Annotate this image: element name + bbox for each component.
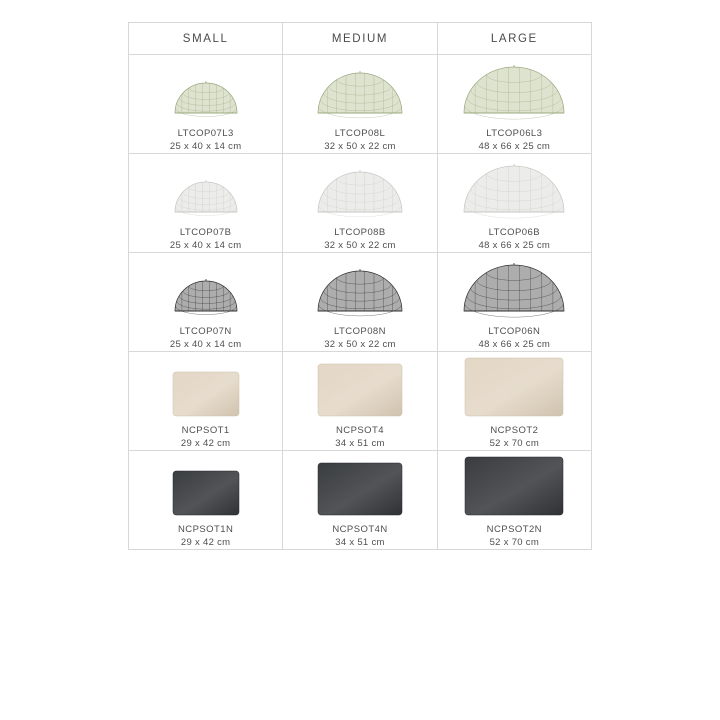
product-image bbox=[283, 154, 436, 220]
product-cell[interactable] bbox=[129, 451, 283, 550]
product-dimensions: 25 x 40 x 14 cm bbox=[169, 141, 242, 152]
product-code: NCPSOT1 bbox=[181, 425, 230, 436]
product-code: LTCOP08B bbox=[334, 227, 386, 238]
product-code: LTCOP08N bbox=[333, 326, 386, 337]
product-image bbox=[129, 55, 282, 121]
product-dimensions: 34 x 51 cm bbox=[335, 438, 385, 449]
product-image bbox=[129, 154, 282, 220]
product-code: LTCOP07L3 bbox=[177, 128, 234, 139]
product-image bbox=[438, 154, 591, 220]
product-code: NCPSOT4N bbox=[332, 524, 388, 535]
product-code: LTCOP07N bbox=[179, 326, 232, 337]
product-cell[interactable] bbox=[437, 253, 591, 352]
table-row bbox=[129, 451, 592, 550]
product-code: LTCOP08L bbox=[334, 128, 386, 139]
table-row bbox=[129, 352, 592, 451]
product-cell[interactable] bbox=[129, 154, 283, 253]
product-cell[interactable] bbox=[283, 55, 437, 154]
table-row bbox=[129, 253, 592, 352]
product-image bbox=[438, 55, 591, 121]
product-dimensions: 25 x 40 x 14 cm bbox=[169, 339, 242, 350]
product-cell[interactable] bbox=[283, 451, 437, 550]
product-image bbox=[283, 253, 436, 319]
product-code: LTCOP06B bbox=[488, 227, 541, 238]
product-cell[interactable] bbox=[129, 352, 283, 451]
product-image bbox=[438, 352, 591, 418]
product-cell[interactable] bbox=[437, 55, 591, 154]
product-dimensions: 48 x 66 x 25 cm bbox=[478, 339, 551, 350]
product-cell[interactable] bbox=[437, 154, 591, 253]
product-image bbox=[129, 451, 282, 517]
product-image bbox=[283, 451, 436, 517]
table-row bbox=[129, 154, 592, 253]
product-dimensions: 48 x 66 x 25 cm bbox=[478, 240, 551, 251]
product-image bbox=[129, 352, 282, 418]
product-code: NCPSOT4 bbox=[335, 425, 384, 436]
product-code: LTCOP07B bbox=[179, 227, 232, 238]
product-cell[interactable] bbox=[437, 352, 591, 451]
product-code: NCPSOT1N bbox=[177, 524, 234, 535]
product-code: LTCOP06N bbox=[488, 326, 541, 337]
product-image bbox=[283, 55, 436, 121]
product-cell[interactable] bbox=[283, 253, 437, 352]
product-cell[interactable] bbox=[283, 352, 437, 451]
table-header bbox=[129, 23, 592, 55]
table-body bbox=[129, 55, 592, 550]
product-image bbox=[129, 253, 282, 319]
product-cell[interactable] bbox=[437, 451, 591, 550]
product-image bbox=[283, 352, 436, 418]
product-code: NCPSOT2N bbox=[486, 524, 542, 535]
product-dimensions: 34 x 51 cm bbox=[335, 537, 385, 548]
product-dimensions: 32 x 50 x 22 cm bbox=[324, 240, 396, 251]
product-dimensions: 32 x 50 x 22 cm bbox=[324, 339, 396, 350]
product-image bbox=[438, 253, 591, 319]
column-header-small: SMALL bbox=[129, 23, 283, 55]
product-dimensions: 48 x 66 x 25 cm bbox=[478, 141, 551, 152]
product-cell[interactable] bbox=[283, 154, 437, 253]
column-header-medium: MEDIUM bbox=[283, 23, 437, 55]
column-header-large: LARGE bbox=[437, 23, 591, 55]
product-code: NCPSOT2 bbox=[490, 425, 539, 436]
product-dimensions: 29 x 42 cm bbox=[180, 438, 231, 449]
product-grid bbox=[128, 22, 592, 550]
product-dimensions: 52 x 70 cm bbox=[489, 438, 540, 449]
header-row bbox=[129, 23, 592, 55]
product-cell[interactable] bbox=[129, 55, 283, 154]
product-dimensions: 29 x 42 cm bbox=[180, 537, 231, 548]
product-image bbox=[438, 451, 591, 517]
product-cell[interactable] bbox=[129, 253, 283, 352]
product-code: LTCOP06L3 bbox=[486, 128, 543, 139]
table-row bbox=[129, 55, 592, 154]
product-dimensions: 32 x 50 x 22 cm bbox=[324, 141, 396, 152]
product-dimensions: 25 x 40 x 14 cm bbox=[169, 240, 242, 251]
product-dimensions: 52 x 70 cm bbox=[489, 537, 540, 548]
